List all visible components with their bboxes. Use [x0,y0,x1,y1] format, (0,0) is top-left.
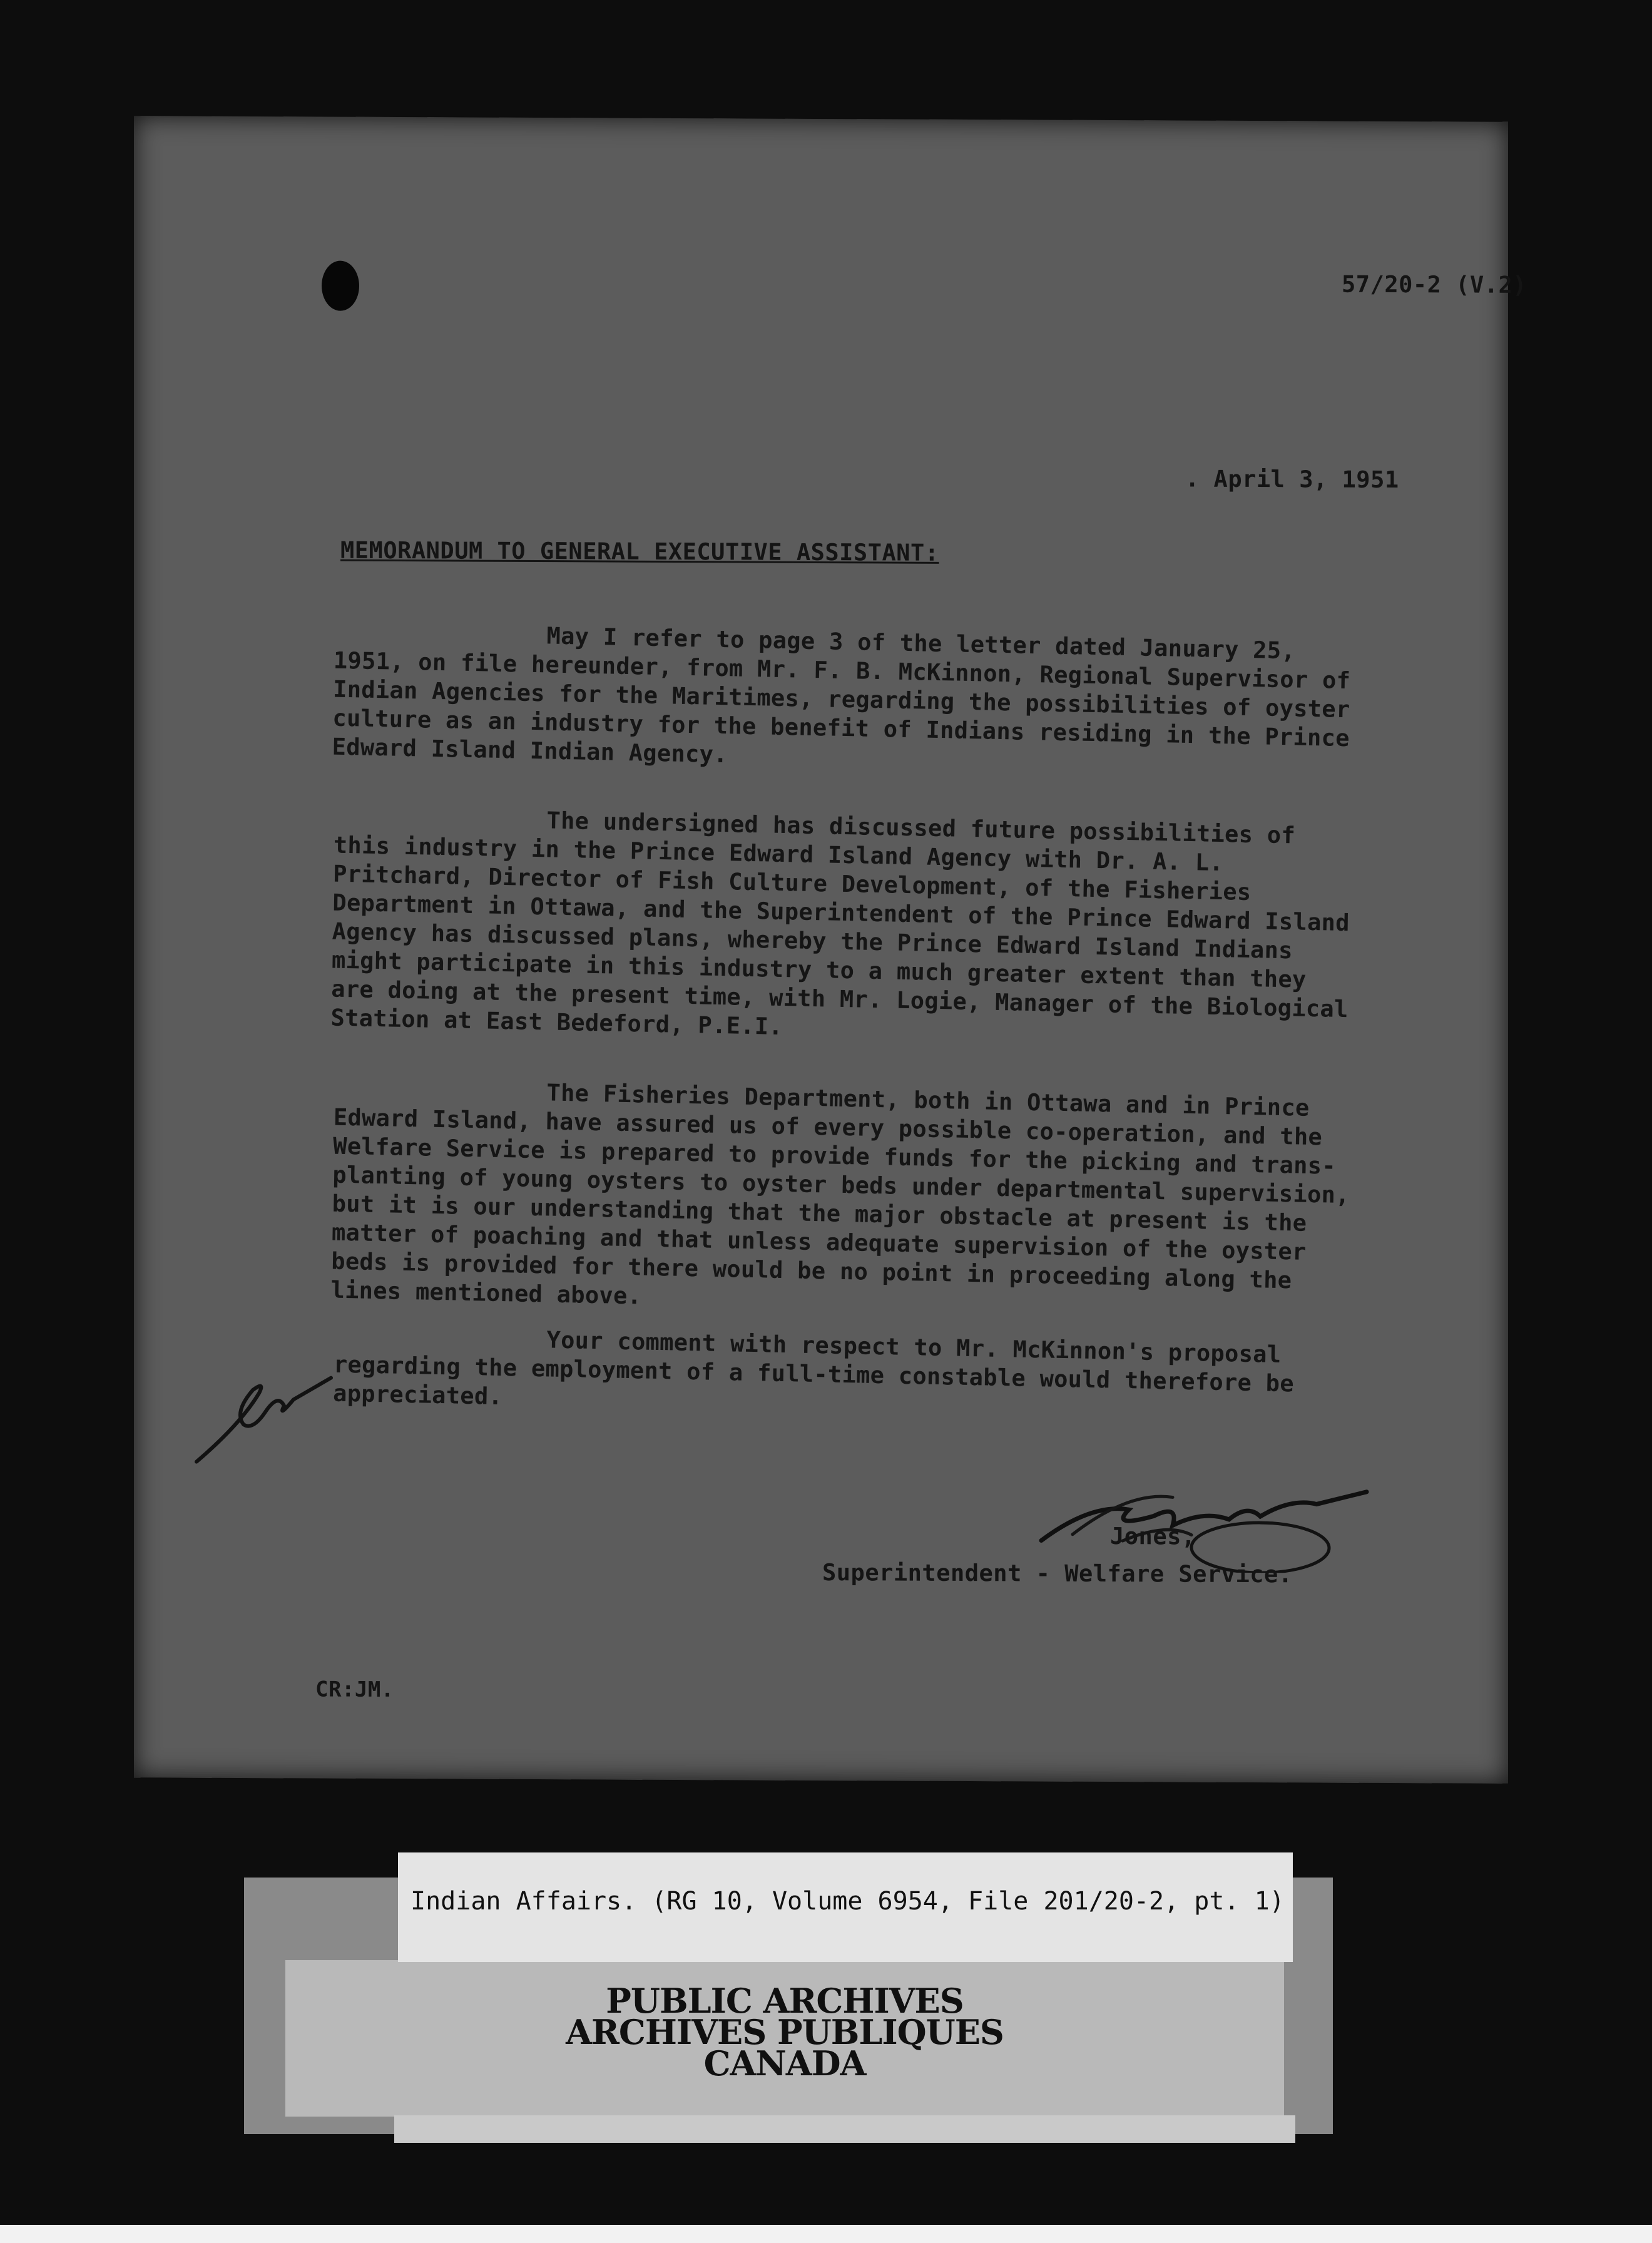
archive-stamp [285,1981,1284,2083]
archive-tray-base [394,2115,1295,2143]
file-reference: 57/20-2 (V.2) [1342,270,1527,299]
signatory-name: Jones, [1110,1523,1196,1550]
archive-reference-label: Indian Affairs. (RG 10, Volume 6954, File 201/20-2, pt. 1) [410,1887,1285,1916]
memo-heading: MEMORANDUM TO GENERAL EXECUTIVE ASSISTANT: [340,536,939,566]
typist-initials: CR:JM. [315,1677,394,1703]
film-edge [0,2225,1652,2243]
handwritten-signature [966,1465,1404,1573]
memo-date: . April 3, 1951 [1185,465,1399,494]
signatory-title: Superintendent - Welfare Service. [822,1559,1293,1588]
memo-paragraph: The Fisheries Department, both in Ottawa and in Prince Edward Island, have assured us of every possible co-operation, and the Welfare Service is prepared to provide funds for the picking and trans-planting of young oysters to oyster beds under departmental supervision, but it is our understanding that the major obstacle at present is the matter of poaching and that unless adequate supervision of the oyster beds is provided for there would be no point in proceeding along the lines mentioned above. [330,1079,1350,1310]
handwritten-initials-mark [184,1356,334,1475]
stamp-line: CANADA [703,2043,866,2083]
stamp-line: PUBLIC ARCHIVES [606,1981,964,2021]
memo-paragraph: Your comment with respect to Mr. McKinnon's proposal regarding the employment of a full-time constable would therefore be appreciated. [332,1326,1295,1411]
stamp-line: ARCHIVES PUBLIQUES [566,2012,1004,2052]
archive-reference-card [398,1852,1293,1962]
memo-paragraph: May I refer to page 3 of the letter dated January 25, 1951, on file hereunder, from Mr. F. B. McKinnon, Regional Supervisor of Indian Agencies for the Maritimes, regarding the possibilities of oyster culture as an industry for the benefit of Indians residing in the Prince Edward Island Indian Agency. [332,622,1351,769]
memorandum-page [134,116,1527,1784]
memo-paragraph: The undersigned has discussed future possibilities of this industry in the Prince Edward Island Agency with Dr. A. L. Pritchard, Director of Fish Culture Development, of the Fisheries Department in Ottawa, and the Superintendent of the Prince Edward Island Agency has discussed plans, whereby the Prince Edward Island Indians might participate in this industry to a much greater extent than they are doing at the present time, with Mr. Logie, Manager of the Biological Station at East Bedeford, P.E.I. [330,807,1350,1041]
punch-hole [322,261,359,311]
